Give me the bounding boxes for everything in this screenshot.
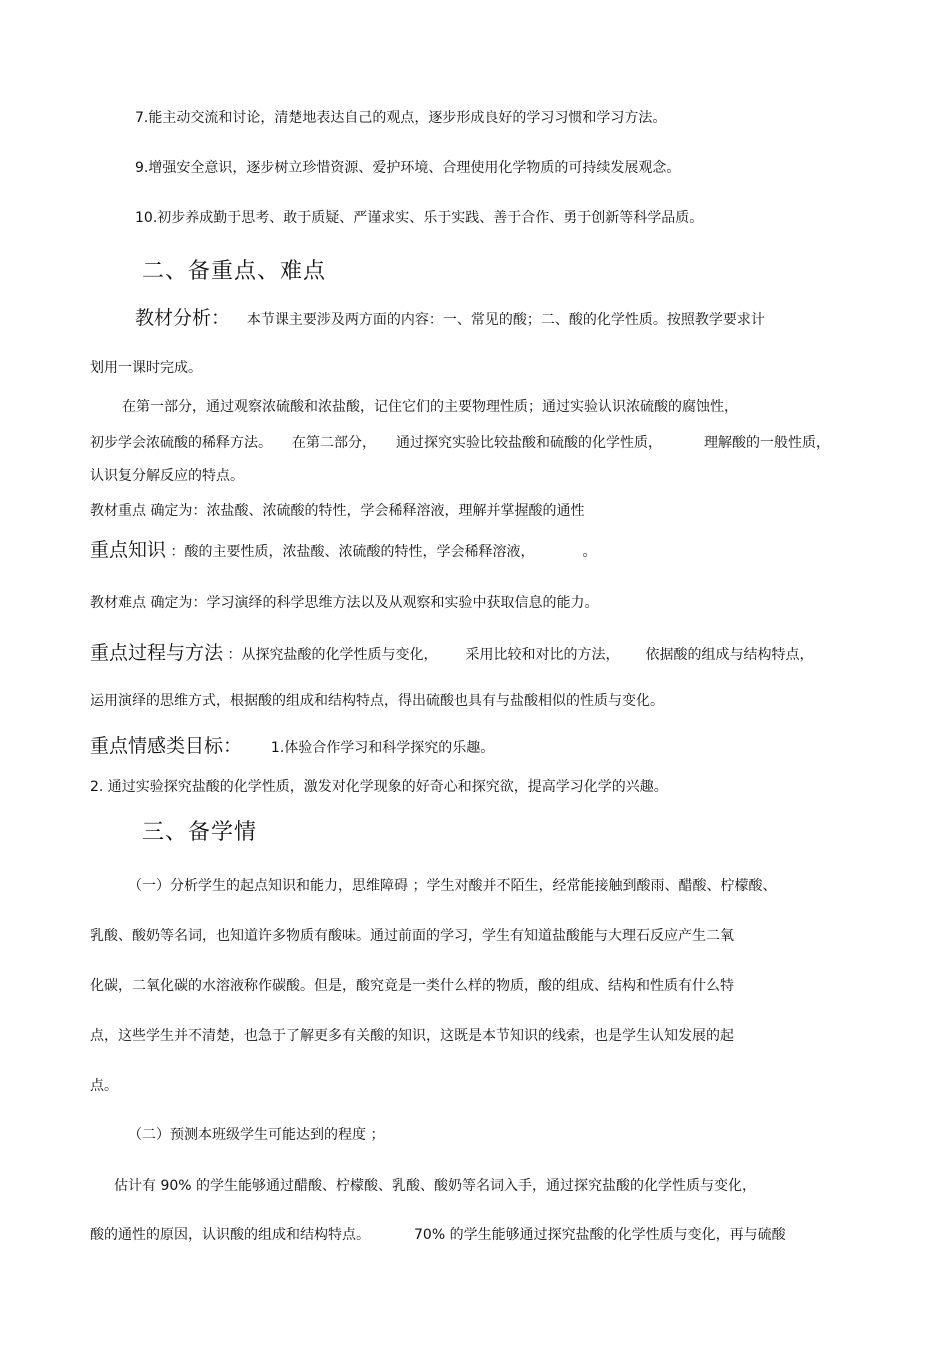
goal-10: 10.初步养成勤于思考、敢于质疑、严谨求实、乐于实践、善于合作、勇于创新等科学品质。 [135, 210, 704, 226]
section-3-heading: 三、备学情 [142, 820, 258, 845]
p1-line-4: 点，这些学生并不清楚，也急于了解更多有关酸的知识，这既是本节知识的线索，也是学生认知发展的起 [90, 1028, 734, 1044]
analysis-label: 教材分析： [135, 307, 231, 329]
p2-line-2-b: 70% 的学生能够通过探究盐酸的化学性质与变化，再与硫酸 [414, 1227, 786, 1243]
key-knowledge-text: ：酸的主要性质，浓盐酸、浓硫酸的特性，学会稀释溶液， [170, 544, 535, 560]
process-a: ：从探究盐酸的化学性质与变化， [227, 647, 438, 663]
process-label: 重点过程与方法 [90, 642, 224, 664]
goal-9: 9.增强安全意识，逐步树立珍惜资源、爱护环境、合理使用化学物质的可持续发展观念。 [135, 160, 681, 176]
difficulty: 教材难点 确定为：学习演绎的科学思维方法以及从观察和实验中获取信息的能力。 [90, 595, 599, 611]
key-knowledge [90, 540, 596, 562]
part-line-2-d: 理解酸的一般性质， [704, 435, 830, 451]
part-line-2 [90, 433, 830, 453]
part-line-3: 认识复分解反应的特点。 [90, 468, 244, 484]
p2-line-1: 估计有 90% 的学生能够通过醋酸、柠檬酸、乳酸、酸奶等名词入手，通过探究盐酸的化学性质与变化， [114, 1178, 757, 1194]
analysis-line-1 [135, 308, 765, 330]
part-line-2-b: 在第二部分， [292, 435, 376, 451]
emotion-line-1 [90, 736, 494, 758]
p1-line-2: 乳酸、酸奶等名词，也知道许多物质有酸味。通过前面的学习，学生有知道盐酸能与大理石反应产生二氧 [90, 928, 734, 944]
goal-7: 7.能主动交流和讨论，清楚地表达自己的观点，逐步形成良好的学习习惯和学习方法。 [135, 110, 667, 126]
key-knowledge-label: 重点知识 [90, 539, 167, 561]
emotion-line-2: 2. 通过实验探究盐酸的化学性质，激发对化学现象的好奇心和探究欲，提高学习化学的兴趣。 [90, 779, 668, 795]
part-line-2-c: 通过探究实验比较盐酸和硫酸的化学性质， [396, 435, 662, 451]
p2-heading: （二）预测本班级学生可能达到的程度 ； [128, 1127, 385, 1143]
p2-line-2-a: 酸的通性的原因，认识酸的组成和结构特点。 [90, 1227, 370, 1243]
emotion-label: 重点情感类目标： [90, 735, 243, 757]
key-knowledge-end: 。 [582, 544, 597, 560]
process-line-2: 运用演绎的思维方式，根据酸的组成和结构特点，得出硫酸也具有与盐酸相似的性质与变化。 [90, 693, 664, 709]
part-line-1: 在第一部分，通过观察浓硫酸和浓盐酸，记住它们的主要物理性质；通过实验认识浓硫酸的腐蚀性， [122, 399, 738, 415]
p1-line-3: 化碳，二氧化碳的水溶液称作碳酸。但是，酸究竟是一类什么样的物质，酸的组成、结构和性质有什么特 [90, 978, 734, 994]
key-point: 教材重点 确定为：浓盐酸、浓硫酸的特性，学会稀释溶液，理解并掌握酸的通性 [90, 503, 585, 519]
part-line-2-a: 初步学会浓硫酸的稀释方法。 [90, 435, 272, 451]
analysis-text: 本节课主要涉及两方面的内容：一、常见的酸；二、酸的化学性质。按照教学要求计 [246, 312, 765, 328]
process-c: 依据酸的组成与结构特点， [645, 647, 814, 663]
process-b: 采用比较和对比的方法， [465, 647, 620, 663]
section-2-heading: 二、备重点、难点 [142, 259, 327, 284]
process-line-1 [90, 643, 813, 665]
analysis-line-2: 划用一课时完成。 [90, 360, 202, 376]
p1-line-1: （一）分析学生的起点知识和能力，思维障碍 ；学生对酸并不陌生，经常能接触到酸雨、醋酸、柠檬酸、 [128, 878, 777, 894]
emotion-1: 1.体验合作学习和科学探究的乐趣。 [270, 740, 495, 756]
p1-line-5: 点。 [90, 1078, 118, 1094]
p2-line-2 [90, 1225, 786, 1245]
